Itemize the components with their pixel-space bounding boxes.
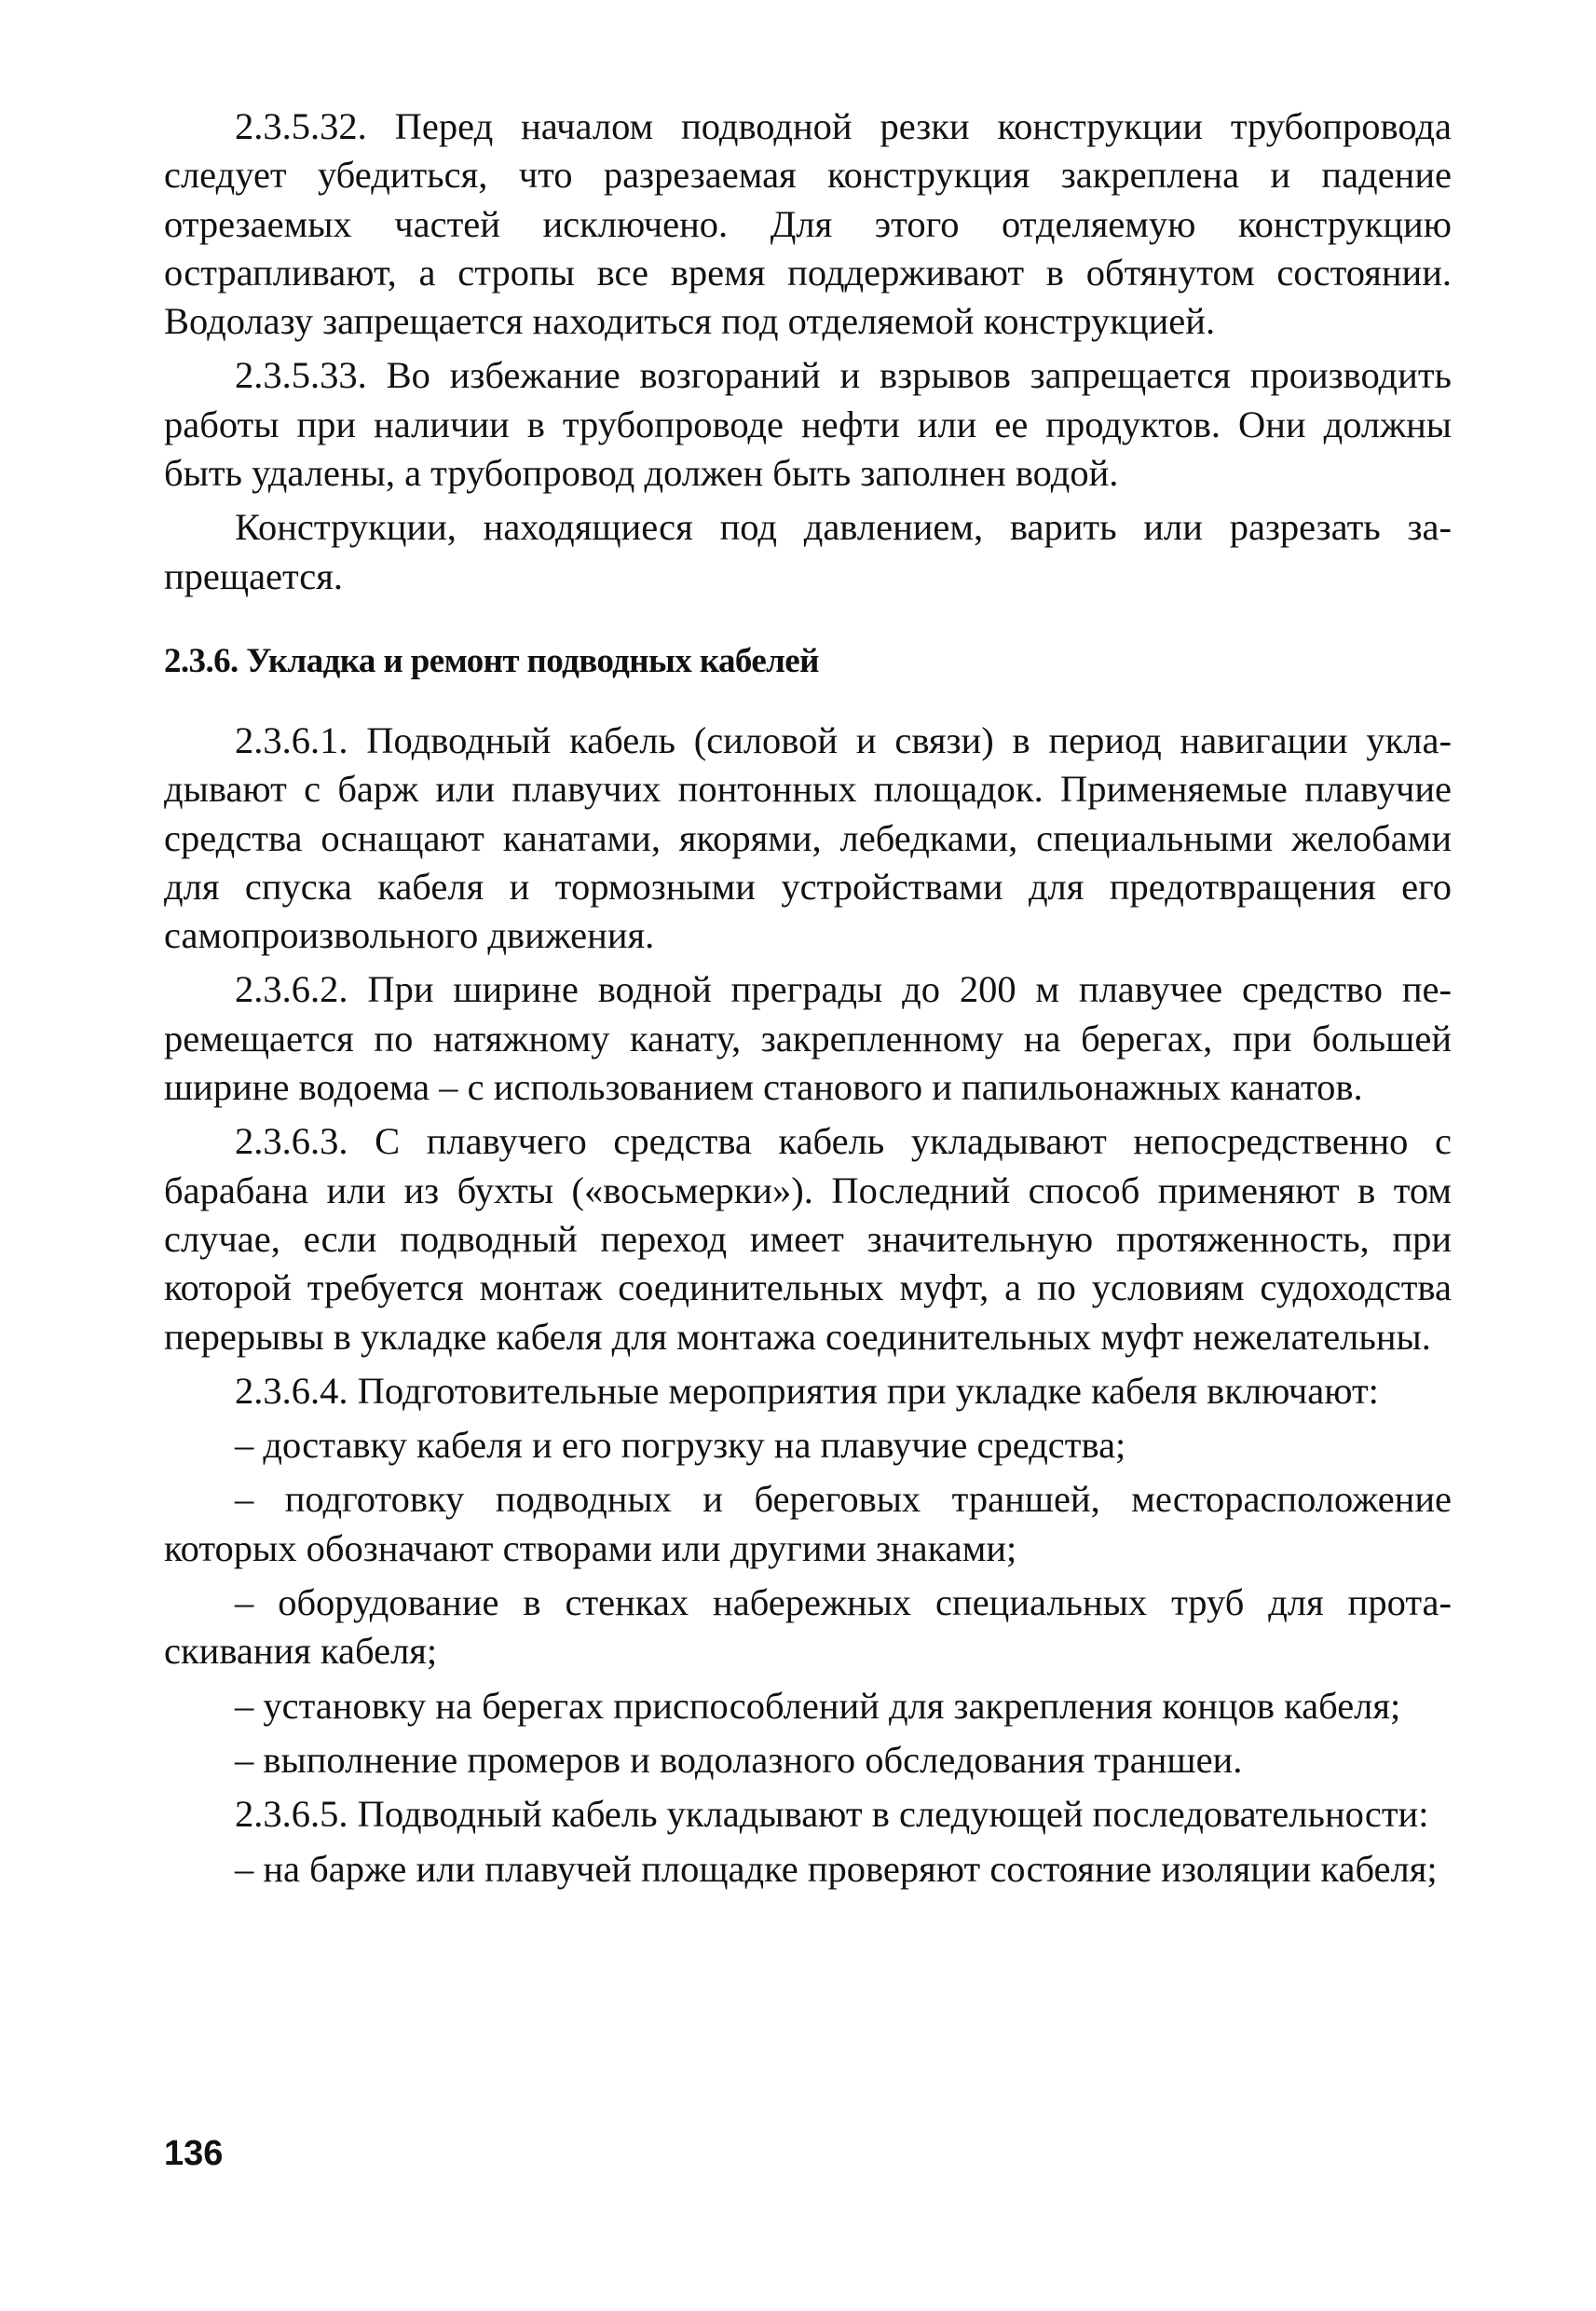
- list-item-anchoring: – установку на берегах приспособлений для закрепления концов кабеля;: [235, 1684, 1401, 1727]
- paragraph-pressure-note: Конструкции, находящиеся под давлением, варить или разрезать запрещается.: [164, 506, 1452, 597]
- paragraph-2-3-5-32: 2.3.5.32. Перед началом подводной резки конструкции трубопровода следует убедиться, что разрезаемая конструкция закреплена и падение отрезаемых частей исключено. Для этого отделяемую конструкцию острапливают, а стропы все время поддерживают в обтянутом состоянии. Водолазу запрещается находиться под отделяемой конструкцией.: [164, 105, 1452, 343]
- list-item-trenches: – подготовку подводных и береговых траншей, месторасположение которых обозначают створами или другими знаками;: [164, 1478, 1452, 1569]
- list-item-delivery: – доставку кабеля и его погрузку на плавучие средства;: [235, 1424, 1126, 1467]
- page-body: [164, 103, 1452, 1899]
- list-item-insulation-check: – на барже или плавучей площадке проверяют состояние изоляции кабеля;: [235, 1847, 1438, 1890]
- list-item-pipes: – оборудование в стенках набережных специальных труб для протаскивания кабеля;: [164, 1581, 1452, 1673]
- paragraph-2-3-6-4: 2.3.6.4. Подготовительные мероприятия при укладке кабеля включают:: [235, 1369, 1379, 1412]
- paragraph-2-3-6-2: 2.3.6.2. При ширине водной преграды до 200 м плавучее средство перемещается по натяжному канату, закрепленному на берегах, при большей ширине водоема – с использованием станового и папильонажных канатов.: [164, 968, 1452, 1109]
- paragraph-2-3-6-3: 2.3.6.3. С плавучего средства кабель укладывают непосредственно с барабана или из бухты («восьмерки»). Последний способ применяют в том случае, если подводный переход имеет значительную протяженность, при которой требуется монтаж соединительных муфт, а по условиям судоходства перерывы в укладке кабеля для монтажа соединительных муфт нежелательны.: [164, 1120, 1452, 1358]
- list-item-survey: – выполнение промеров и водолазного обследования траншеи.: [235, 1738, 1243, 1781]
- paragraph-2-3-5-33: 2.3.5.33. Во избежание возгораний и взрывов запрещается производить работы при наличии в трубопроводе нефти или ее продуктов. Они должны быть удалены, а трубопровод должен быть заполнен водой.: [164, 354, 1452, 495]
- paragraph-2-3-6-1: 2.3.6.1. Подводный кабель (силовой и связи) в период навигации укладывают с барж или плавучих понтонных площадок. Применяемые плавучие средства оснащают канатами, якорями, лебедками, специальными желобами для спуска кабеля и тормозными устройствами для предотвращения его самопроизвольного движения.: [164, 718, 1452, 957]
- section-heading-2-3-6: 2.3.6. Укладка и ремонт подводных кабелей: [164, 641, 819, 680]
- paragraph-2-3-6-5: 2.3.6.5. Подводный кабель укладывают в следующей последовательности:: [235, 1793, 1429, 1836]
- page-number: 136: [164, 2134, 224, 2173]
